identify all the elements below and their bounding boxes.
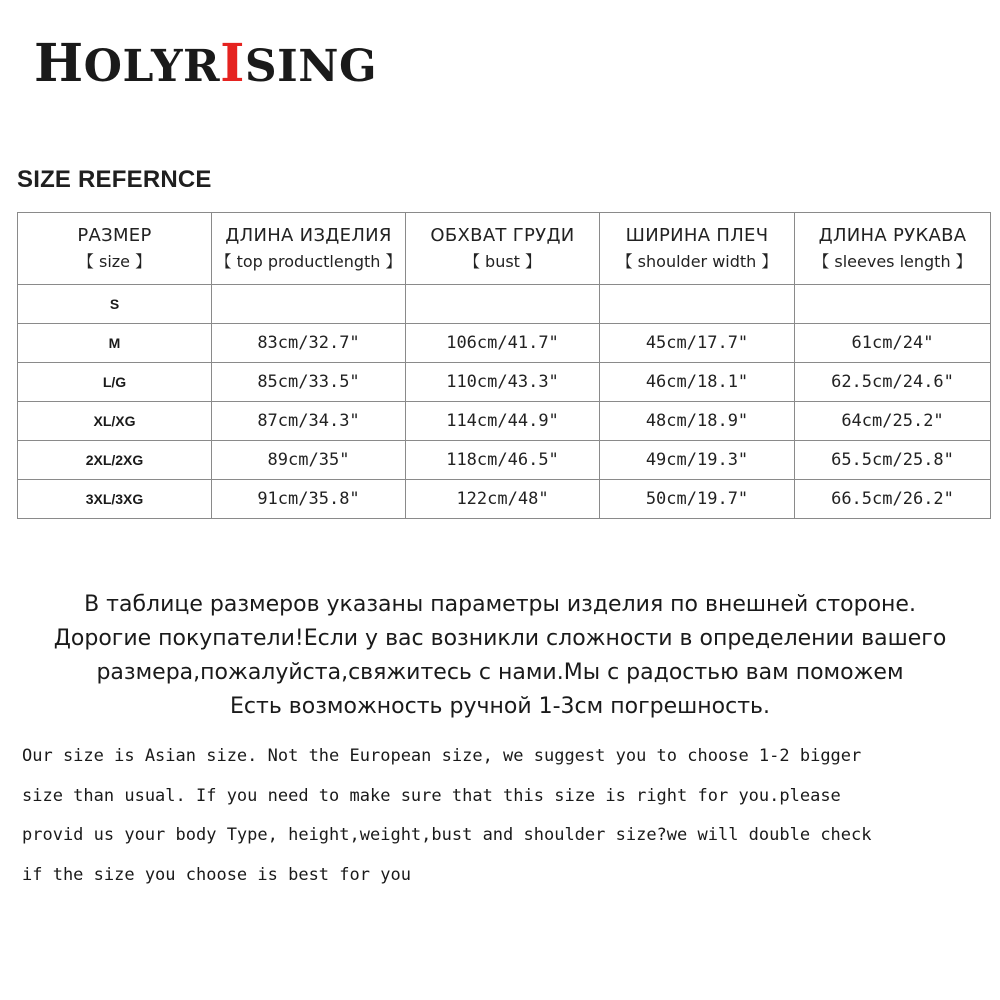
- table-row: [18, 441, 991, 480]
- header-shoulder: [600, 213, 795, 285]
- header-length-ru: ДЛИНА ИЗДЕЛИЯ: [225, 225, 392, 246]
- header-sleeve-en: 【 sleeves length 】: [813, 252, 972, 271]
- sleeve-cell: 64cm/25.2": [795, 402, 991, 441]
- header-size-en: 【 size 】: [77, 252, 152, 271]
- table-row: [18, 324, 991, 363]
- header-length: [212, 213, 406, 285]
- english-notes: [22, 737, 982, 895]
- bust-cell: 122cm/48": [406, 480, 600, 519]
- length-cell: 85cm/33.5": [212, 363, 406, 402]
- bust-cell: [406, 285, 600, 324]
- table-row: [18, 285, 991, 324]
- length-cell: 89cm/35": [212, 441, 406, 480]
- size-cell: M: [18, 324, 212, 363]
- size-cell: 3XL/3XG: [18, 480, 212, 519]
- english-note-line: if the size you choose is best for you: [22, 864, 411, 885]
- length-cell: 83cm/32.7": [212, 324, 406, 363]
- header-shoulder-ru: ШИРИНА ПЛЕЧ: [625, 225, 769, 246]
- shoulder-cell: [600, 285, 795, 324]
- table-row: [18, 480, 991, 519]
- shoulder-cell: 45cm/17.7": [600, 324, 795, 363]
- logo-initial: H: [34, 33, 84, 94]
- english-note-line: Our size is Asian size. Not the European size, we suggest you to choose 1-2 bigger: [22, 746, 862, 766]
- bust-cell: 118cm/46.5": [406, 441, 600, 480]
- shoulder-cell: 48cm/18.9": [600, 402, 795, 441]
- header-sleeve-ru: ДЛИНА РУКАВА: [818, 225, 967, 246]
- logo-accent-letter: I: [220, 33, 245, 94]
- header-bust-en: 【 bust 】: [463, 252, 542, 271]
- header-size: [18, 213, 212, 285]
- shoulder-cell: 50cm/19.7": [600, 480, 795, 519]
- shoulder-cell: 49cm/19.3": [600, 441, 795, 480]
- russian-note-line: Дорогие покупатели!Если у вас возникли сложности в определении вашего: [53, 626, 947, 651]
- length-cell: 87cm/34.3": [212, 402, 406, 441]
- size-cell: XL/XG: [18, 402, 212, 441]
- logo-text-part1: OLYR: [83, 41, 221, 92]
- russian-note-line: Есть возможность ручной 1-3см погрешность.: [230, 694, 770, 719]
- header-bust: [406, 213, 600, 285]
- header-shoulder-en: 【 shoulder width 】: [616, 252, 778, 271]
- logo-text-part2: SING: [244, 41, 378, 92]
- brand-logo: [34, 33, 378, 94]
- bust-cell: 106cm/41.7": [406, 324, 600, 363]
- sleeve-cell: [795, 285, 991, 324]
- size-cell: S: [18, 285, 212, 324]
- sleeve-cell: 66.5cm/26.2": [795, 480, 991, 519]
- length-cell: 91cm/35.8": [212, 480, 406, 519]
- length-cell: [212, 285, 406, 324]
- english-note-line: provid us your body Type, height,weight,bust and shoulder size?we will double check: [22, 825, 872, 845]
- sleeve-cell: 61cm/24": [795, 324, 991, 363]
- bust-cell: 110cm/43.3": [406, 363, 600, 402]
- table-row: [18, 402, 991, 441]
- size-cell: L/G: [18, 363, 212, 402]
- header-length-en: 【 top productlength 】: [215, 252, 402, 271]
- shoulder-cell: 46cm/18.1": [600, 363, 795, 402]
- sleeve-cell: 65.5cm/25.8": [795, 441, 991, 480]
- russian-notes: [0, 588, 1000, 724]
- size-cell: 2XL/2XG: [18, 441, 212, 480]
- size-reference-title: SIZE REFERNCE: [17, 166, 212, 193]
- russian-note-line: В таблице размеров указаны параметры изделия по внешней стороне.: [84, 592, 916, 617]
- sleeve-cell: 62.5cm/24.6": [795, 363, 991, 402]
- russian-note-line: размера,пожалуйста,свяжитесь с нами.Мы с радостью вам поможем: [96, 660, 904, 685]
- table-row: [18, 363, 991, 402]
- bust-cell: 114cm/44.9": [406, 402, 600, 441]
- size-table: [17, 212, 991, 519]
- header-sleeve: [795, 213, 991, 285]
- header-bust-ru: ОБХВАТ ГРУДИ: [430, 225, 575, 246]
- english-note-line: size than usual. If you need to make sure that this size is right for you.please: [22, 785, 841, 806]
- header-size-ru: РАЗМЕР: [77, 225, 152, 246]
- size-table-header-row: [18, 213, 991, 285]
